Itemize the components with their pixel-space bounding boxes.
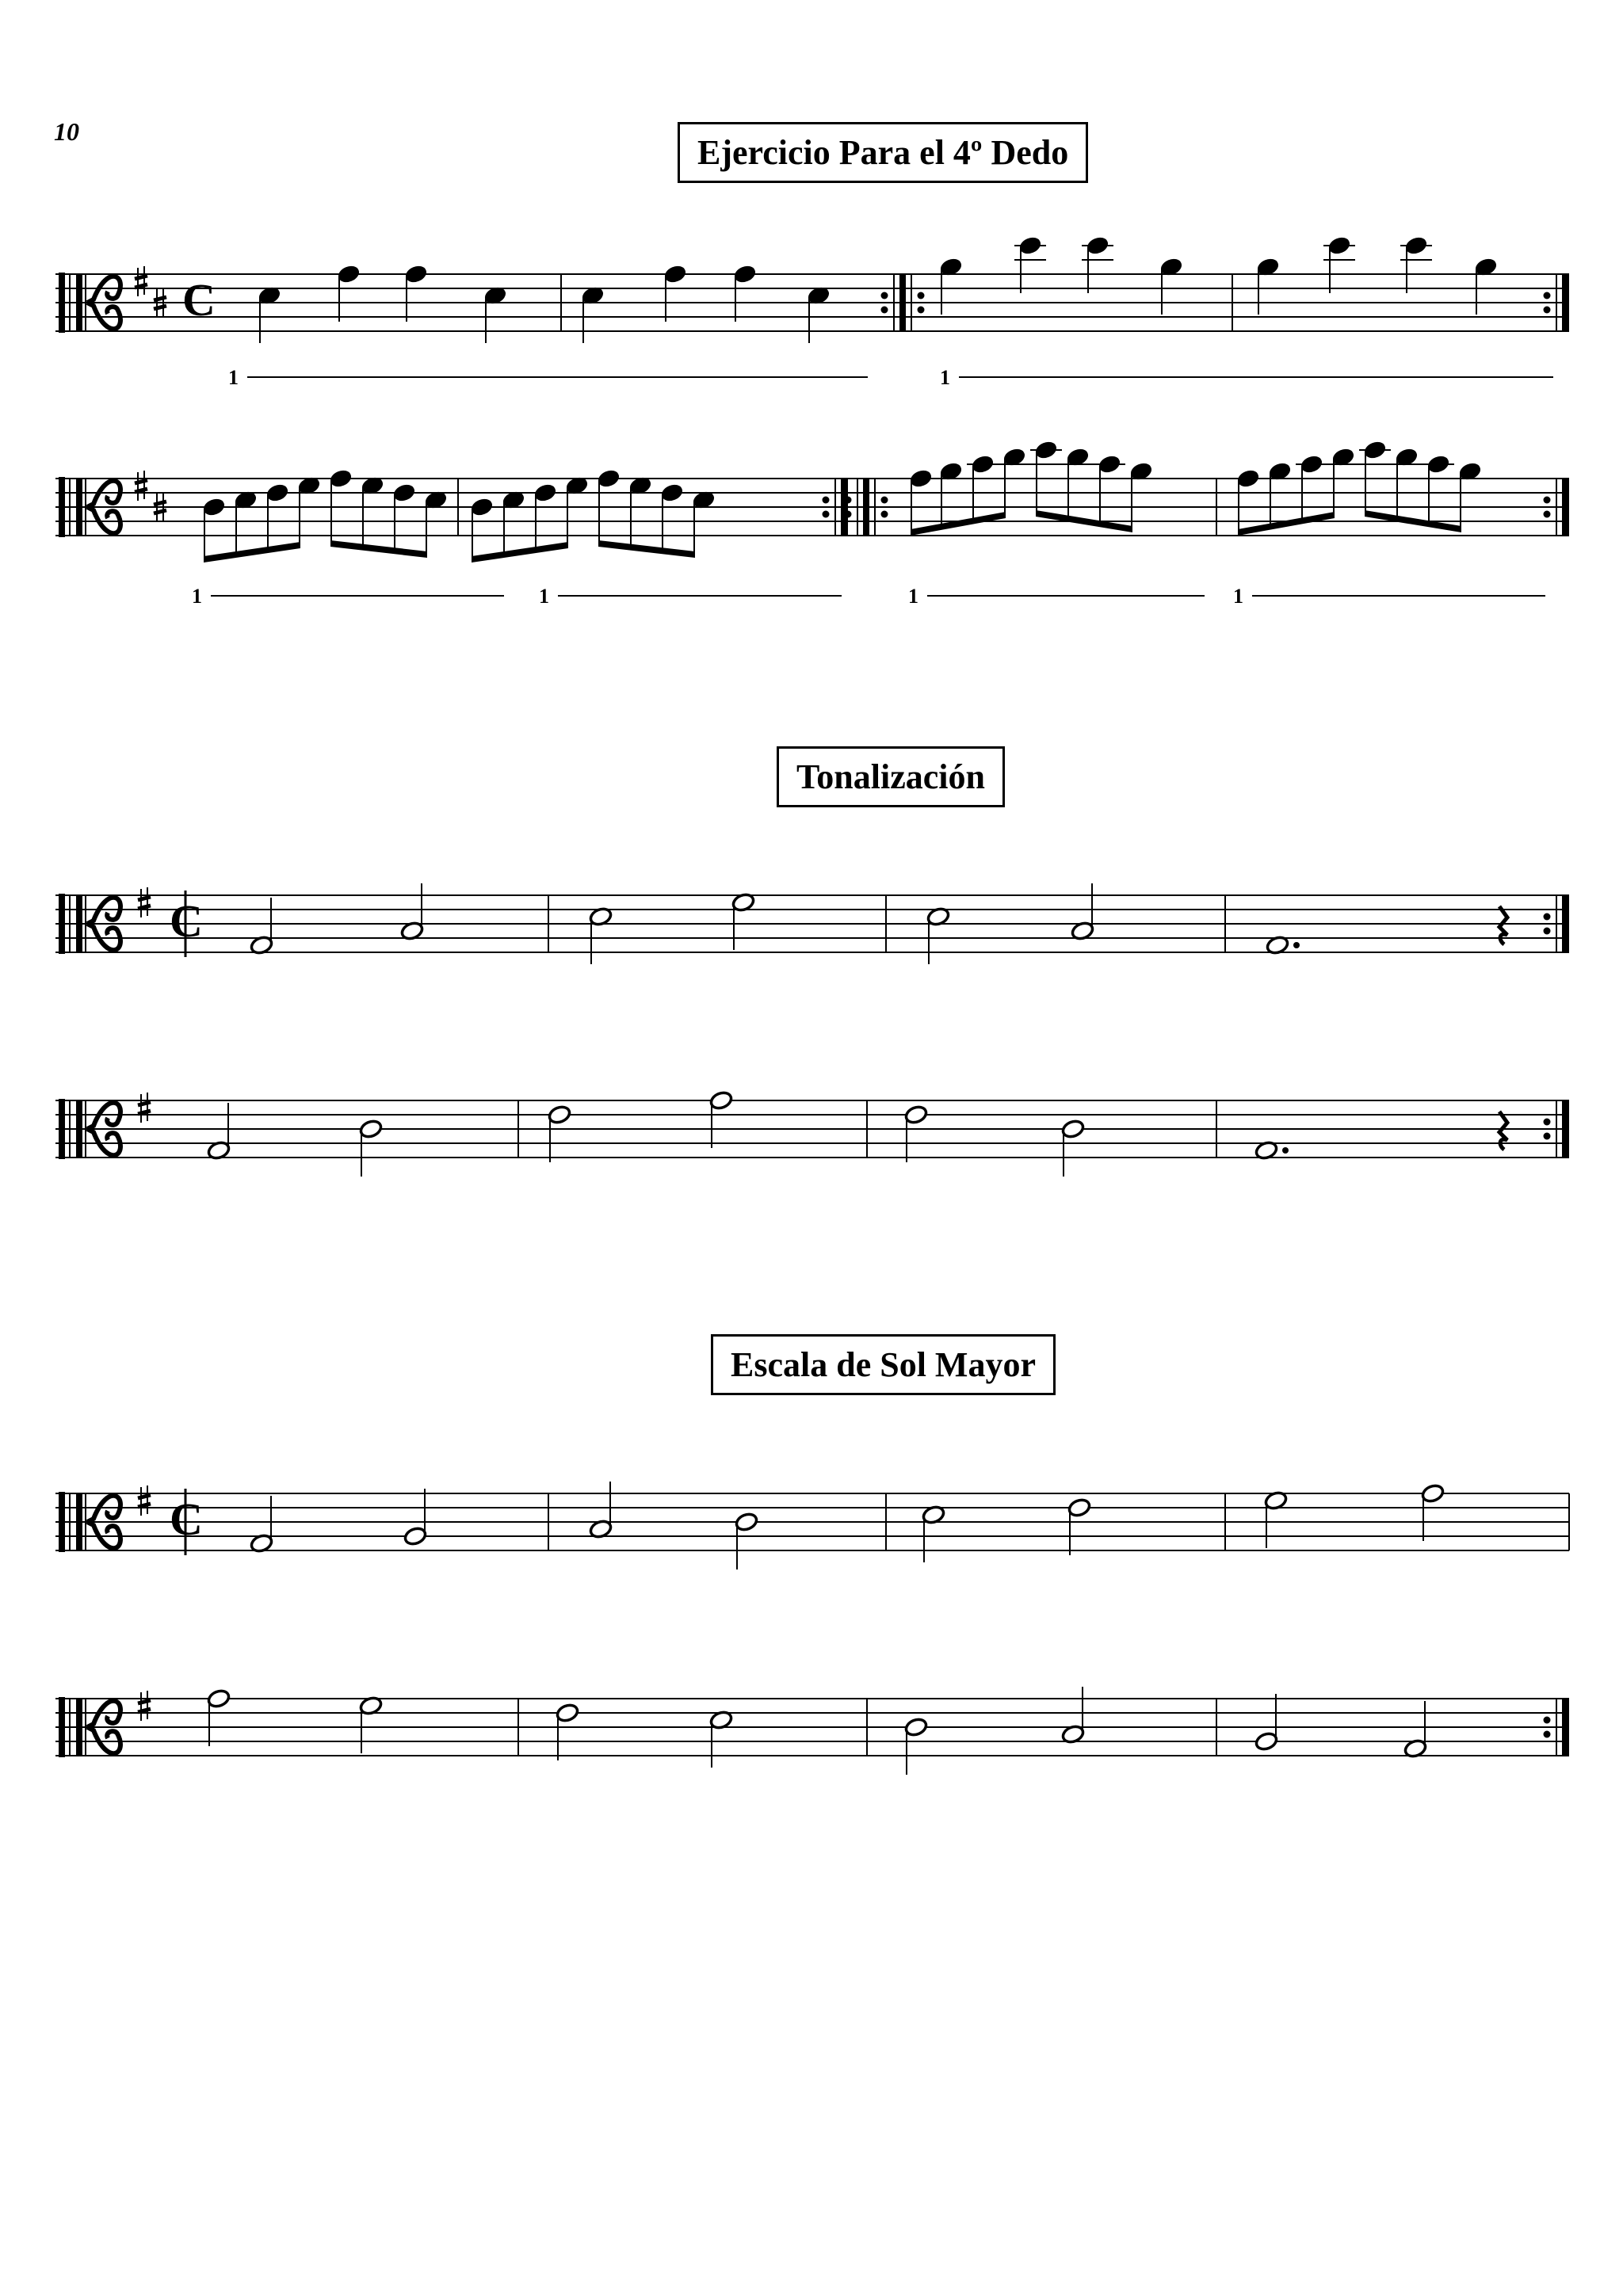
note-head-open [904,1104,929,1125]
augmentation-dot [1293,942,1300,948]
fingering-number: 1 [192,585,202,608]
sharp-sign [154,510,166,513]
fingering-number: 1 [908,585,918,608]
section-title-tonalization: Tonalización [777,746,1005,807]
cut-time-signature: C [170,1493,203,1545]
bracket-thick [59,273,65,333]
repeat-dot [1544,1119,1551,1126]
sharp-sign [138,897,151,900]
cut-time-signature: C [170,895,203,947]
repeat-dot [1544,511,1551,518]
repeat-dot [918,292,925,299]
alto-clef-bar [76,479,82,536]
repeat-thick [899,274,906,331]
alto-clef-bar [76,1493,82,1550]
repeat-dot [1544,1717,1551,1724]
alto-clef-upper [87,898,120,924]
note-head-filled [1404,235,1429,256]
sharp-sign [138,1709,151,1712]
note-beam [1238,512,1335,536]
alto-clef-lower [87,1129,120,1155]
alto-clef-bar [76,895,82,952]
note-head-filled [663,264,688,284]
fingering-number: 1 [940,366,950,389]
note-head-filled [733,264,758,284]
note-head-filled [392,482,417,503]
note-head-filled [660,482,685,503]
repeat-dot [918,307,925,314]
repeat-dot [881,292,888,299]
note-beam [598,540,695,558]
section-title-fourth-finger-exercise: Ejercicio Para el 4º Dedo [678,122,1088,183]
note-head-filled [337,264,361,284]
repeat-thick [1562,1100,1569,1158]
note-head-filled [470,497,495,517]
note-head-open [735,1512,759,1532]
alto-clef-lower [87,1522,120,1548]
note-head-filled [202,497,227,517]
note-head-filled [1236,468,1261,489]
repeat-dot [845,511,852,518]
note-head-open [1421,1483,1445,1504]
note-head-open [403,1526,428,1547]
note-head-open [548,1104,572,1125]
note-head-open [904,1717,929,1737]
note-head-open [709,1090,734,1111]
note-head-filled [909,468,934,489]
sharp-sign [138,906,151,909]
note-head-open [1061,1119,1086,1139]
alto-clef-upper [87,1103,120,1129]
sharp-sign [154,306,166,309]
repeat-dot [881,511,888,518]
bracket-thick [59,894,65,954]
note-head-filled [1300,454,1324,475]
note-head-filled [1426,454,1451,475]
note-head-open [207,1688,231,1709]
note-head-open [1067,1497,1092,1518]
page-number: 10 [54,117,79,146]
repeat-thick [1562,274,1569,331]
augmentation-dot [1282,1147,1289,1154]
note-head-filled [597,468,621,489]
repeat-dot [823,497,830,504]
repeat-dot [823,511,830,518]
note-head-filled [265,482,290,503]
sharp-sign [135,480,147,483]
sharp-sign [138,1495,151,1498]
sharp-sign [138,1504,151,1507]
section-title-g-major-scale: Escala de Sol Mayor [711,1334,1056,1395]
bracket-thick [59,1492,65,1552]
sharp-sign [135,489,147,492]
note-head-filled [1363,440,1388,460]
note-beam [911,512,1006,536]
note-head-open [359,1119,384,1139]
bracket-thick [59,1099,65,1159]
repeat-dot [881,497,888,504]
fingering-number: 1 [539,585,549,608]
alto-clef-bar [76,1100,82,1158]
bracket-thick [59,1697,65,1757]
alto-clef-bar [76,274,82,331]
note-head-filled [1018,235,1043,256]
alto-clef-upper [87,1701,120,1727]
alto-clef-upper [87,277,120,303]
sharp-sign [138,1700,151,1703]
fingering-number: 1 [228,366,239,389]
alto-clef-upper [87,481,120,507]
note-head-filled [533,482,558,503]
note-head-filled [404,264,429,284]
note-head-filled [1086,235,1110,256]
sharp-sign [135,276,147,279]
note-head-filled [1034,440,1059,460]
note-head-filled [329,468,353,489]
bracket-thick [59,477,65,537]
repeat-dot [1544,292,1551,299]
fingering-number: 1 [1233,585,1243,608]
note-head-filled [1327,235,1352,256]
repeat-thick [1562,479,1569,536]
common-time-signature: C [182,274,216,326]
sharp-sign [154,297,166,300]
note-head-filled [1098,454,1122,475]
repeat-thick [1562,895,1569,952]
sharp-sign [154,502,166,505]
sharp-sign [135,284,147,288]
note-head-filled [971,454,995,475]
alto-clef-lower [87,303,120,329]
repeat-dot [1544,1731,1551,1738]
repeat-thick [1562,1699,1569,1756]
note-head-open [556,1703,580,1723]
alto-clef-upper [87,1496,120,1522]
alto-clef-lower [87,507,120,533]
alto-clef-bar [76,1699,82,1756]
repeat-dot [1544,1133,1551,1140]
repeat-thick [863,479,869,536]
repeat-dot [1544,913,1551,921]
repeat-dot [881,307,888,314]
sharp-sign [138,1111,151,1114]
note-beam [204,542,300,563]
repeat-thick [841,479,848,536]
repeat-dot [845,497,852,504]
repeat-dot [1544,307,1551,314]
alto-clef-lower [87,924,120,950]
note-head-open [1254,1731,1279,1752]
alto-clef-lower [87,1727,120,1753]
repeat-dot [1544,928,1551,935]
note-beam [330,540,427,558]
repeat-dot [1544,497,1551,504]
note-beam [472,542,568,563]
sharp-sign [138,1102,151,1105]
